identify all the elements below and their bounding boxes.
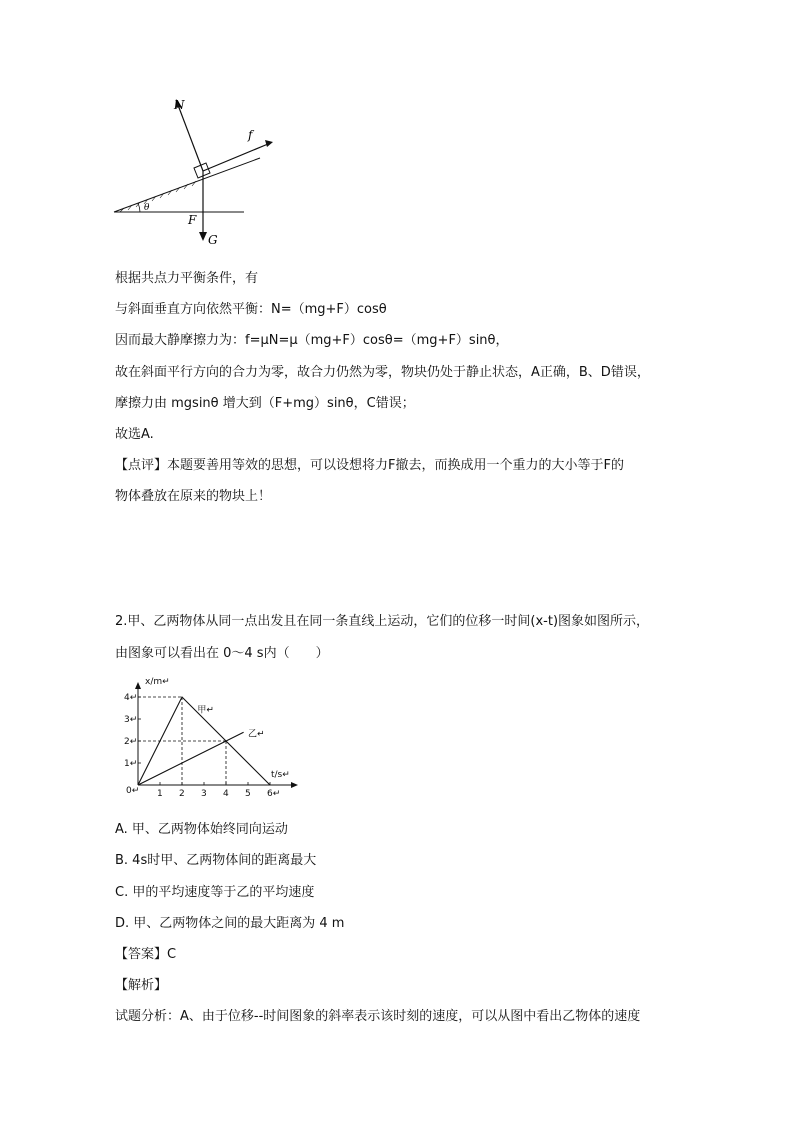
option-a: A. 甲、乙两物体始终同向运动 xyxy=(115,822,288,837)
series-line-1 xyxy=(138,732,244,785)
xt-chart-svg xyxy=(118,672,303,802)
text-line: 故选A. xyxy=(115,427,154,442)
analysis-line: 试题分析：A、由于位移--时间图象的斜率表示该时刻的速度，可以从图中看出乙物体的速度 xyxy=(115,1009,641,1024)
text-line: 与斜面垂直方向依然平衡：N=（mg+F）cosθ xyxy=(115,302,387,317)
label-n: N xyxy=(174,98,185,112)
text-line: 根据共点力平衡条件，有 xyxy=(115,271,259,286)
series-label-0: 甲↵ xyxy=(197,705,214,716)
theta-arc xyxy=(138,203,140,212)
option-d: D. 甲、乙两物体之间的最大距离为 4 m xyxy=(115,916,345,931)
option-b: B. 4s时甲、乙两物体间的距离最大 xyxy=(115,853,317,868)
x-tick-label: 1 xyxy=(157,789,163,799)
x-tick-label: 3 xyxy=(201,789,207,799)
x-tick-label: 2 xyxy=(179,789,185,799)
y-axis-arrowhead xyxy=(135,682,141,689)
answer-line: 【答案】C xyxy=(115,947,177,962)
x-axis-arrowhead xyxy=(291,782,298,788)
series-label-1: 乙↵ xyxy=(248,729,265,740)
origin-label: 0↵ xyxy=(126,786,140,796)
text-line: 故在斜面平行方向的合力为零，故合力仍然为零，物块仍处于静止状态，A正确，B、D错误， xyxy=(115,365,650,380)
x-tick-label: 5 xyxy=(245,789,251,799)
y-tick-label: 1↵ xyxy=(124,759,138,769)
y-tick-label: 4↵ xyxy=(124,693,138,703)
label-g: G xyxy=(208,233,218,247)
text-line: 因而最大静摩擦力为：f=μN=μ（mg+F）cosθ=（mg+F）sinθ， xyxy=(115,333,509,348)
block xyxy=(194,163,210,178)
label-big-f: F xyxy=(188,213,197,227)
friction-force-arrowhead xyxy=(265,140,273,147)
y-tick-label: 3↵ xyxy=(124,715,138,725)
analysis-title: 【解析】 xyxy=(115,978,168,993)
question-stem: 由图象可以看出在 0～4 s内（ ） xyxy=(115,646,329,661)
x-tick-label: 4 xyxy=(223,789,229,799)
comment-line: 物体叠放在原来的物块上！ xyxy=(115,489,272,504)
incline-diagram-svg xyxy=(110,95,280,255)
gravity-force-arrowhead xyxy=(199,232,207,241)
option-c: C. 甲的平均速度等于乙的平均速度 xyxy=(115,885,315,900)
incline-force-diagram xyxy=(110,95,280,255)
label-theta: θ xyxy=(144,203,150,213)
y-tick-label: 2↵ xyxy=(124,737,138,747)
normal-force-arrow xyxy=(178,105,203,171)
xt-chart xyxy=(118,672,303,802)
text-line: 摩擦力由 mgsinθ 增大到（F+mg）sinθ，C错误； xyxy=(115,396,415,411)
question-stem: 2.甲、乙两物体从同一点出发且在同一条直线上运动，它们的位移一时间(x-t)图象如图所示， xyxy=(115,614,650,629)
x-tick-label: 6↵ xyxy=(267,789,281,799)
label-f: f xyxy=(248,128,253,142)
x-axis-label: t/s↵ xyxy=(271,770,290,780)
comment-line: 【点评】本题要善用等效的思想，可以设想将力F撤去，而换成用一个重力的大小等于F的 xyxy=(115,458,624,473)
y-axis-label: x/m↵ xyxy=(145,677,170,687)
